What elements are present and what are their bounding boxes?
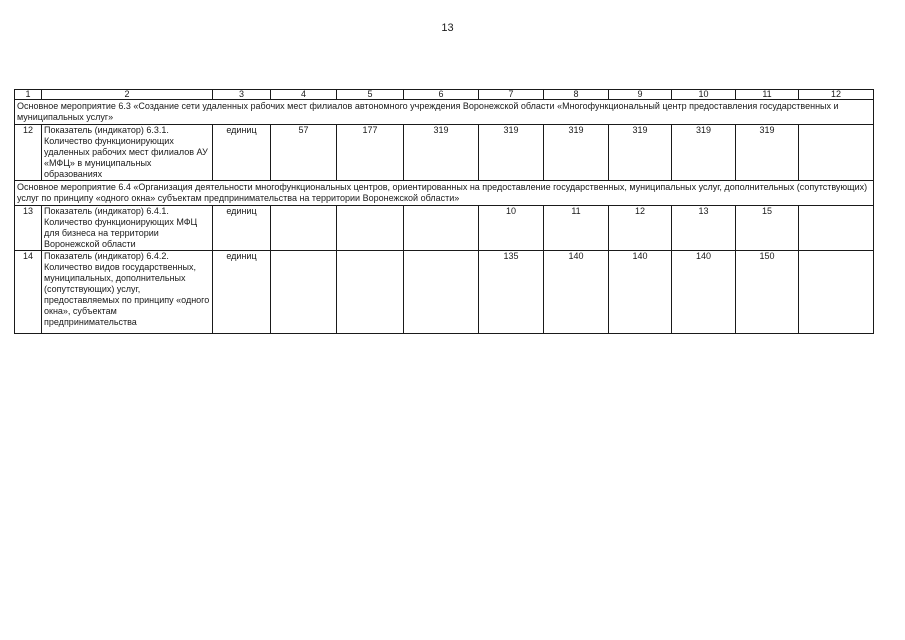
value-cell: 319	[672, 125, 736, 181]
value-cell: 15	[736, 206, 799, 251]
value-cell: 319	[736, 125, 799, 181]
column-number: 6	[404, 90, 479, 100]
value-cell	[271, 206, 337, 251]
column-number: 7	[479, 90, 544, 100]
value-cell: 11	[544, 206, 609, 251]
column-number: 9	[609, 90, 672, 100]
table-row	[15, 251, 874, 334]
column-number: 3	[213, 90, 271, 100]
unit-cell: единиц	[213, 206, 271, 251]
value-cell	[404, 206, 479, 251]
column-number: 8	[544, 90, 609, 100]
value-cell: 13	[672, 206, 736, 251]
value-cell	[404, 251, 479, 334]
indicator-name: Показатель (индикатор) 6.4.1. Количество функционирующих МФЦ для бизнеса на территории Воронежской области	[42, 206, 213, 251]
value-cell: 319	[609, 125, 672, 181]
indicator-name: Показатель (индикатор) 6.4.2. Количество видов государственных, муниципальных, дополнительных (сопутствующих) услуг, предоставляемых по принципу «одного окна», субъектам предпринимательства	[42, 251, 213, 334]
section-title: Основное мероприятие 6.4 «Организация деятельности многофункциональных центров, ориентированных на предоставление государственных, муниципальных услуг, дополнительных (сопутствующих) услуг по принципу «одного окна» субъектам предпринимательства на территории Воронежской области»	[15, 181, 874, 206]
column-number: 5	[337, 90, 404, 100]
value-cell	[271, 251, 337, 334]
column-number: 2	[42, 90, 213, 100]
table-row	[15, 125, 874, 181]
value-cell: 135	[479, 251, 544, 334]
value-cell: 150	[736, 251, 799, 334]
value-cell	[337, 251, 404, 334]
column-number: 12	[799, 90, 874, 100]
row-number: 14	[15, 251, 42, 334]
column-number: 4	[271, 90, 337, 100]
unit-cell: единиц	[213, 125, 271, 181]
column-number: 1	[15, 90, 42, 100]
value-cell: 319	[404, 125, 479, 181]
value-cell: 319	[479, 125, 544, 181]
value-cell	[799, 125, 874, 181]
row-number: 13	[15, 206, 42, 251]
unit-cell: единиц	[213, 251, 271, 334]
column-number: 10	[672, 90, 736, 100]
value-cell: 10	[479, 206, 544, 251]
section-title: Основное мероприятие 6.3 «Создание сети удаленных рабочих мест филиалов автономного учреждения Воронежской области «Многофункциональный центр предоставления государственных и муниципальных услуг»	[15, 100, 874, 125]
value-cell	[799, 206, 874, 251]
value-cell: 140	[544, 251, 609, 334]
row-number: 12	[15, 125, 42, 181]
value-cell: 140	[609, 251, 672, 334]
column-number: 11	[736, 90, 799, 100]
page-number: 13	[441, 22, 454, 34]
indicators-table	[14, 89, 874, 334]
value-cell: 319	[544, 125, 609, 181]
section-header-6-4	[15, 181, 874, 206]
section-header-6-3	[15, 100, 874, 125]
table-row	[15, 206, 874, 251]
value-cell	[799, 251, 874, 334]
value-cell: 12	[609, 206, 672, 251]
value-cell: 57	[271, 125, 337, 181]
column-numbers-row	[15, 90, 874, 100]
value-cell: 177	[337, 125, 404, 181]
value-cell	[337, 206, 404, 251]
value-cell: 140	[672, 251, 736, 334]
indicator-name: Показатель (индикатор) 6.3.1. Количество функционирующих удаленных рабочих мест филиалов АУ «МФЦ» в муниципальных образованиях	[42, 125, 213, 181]
